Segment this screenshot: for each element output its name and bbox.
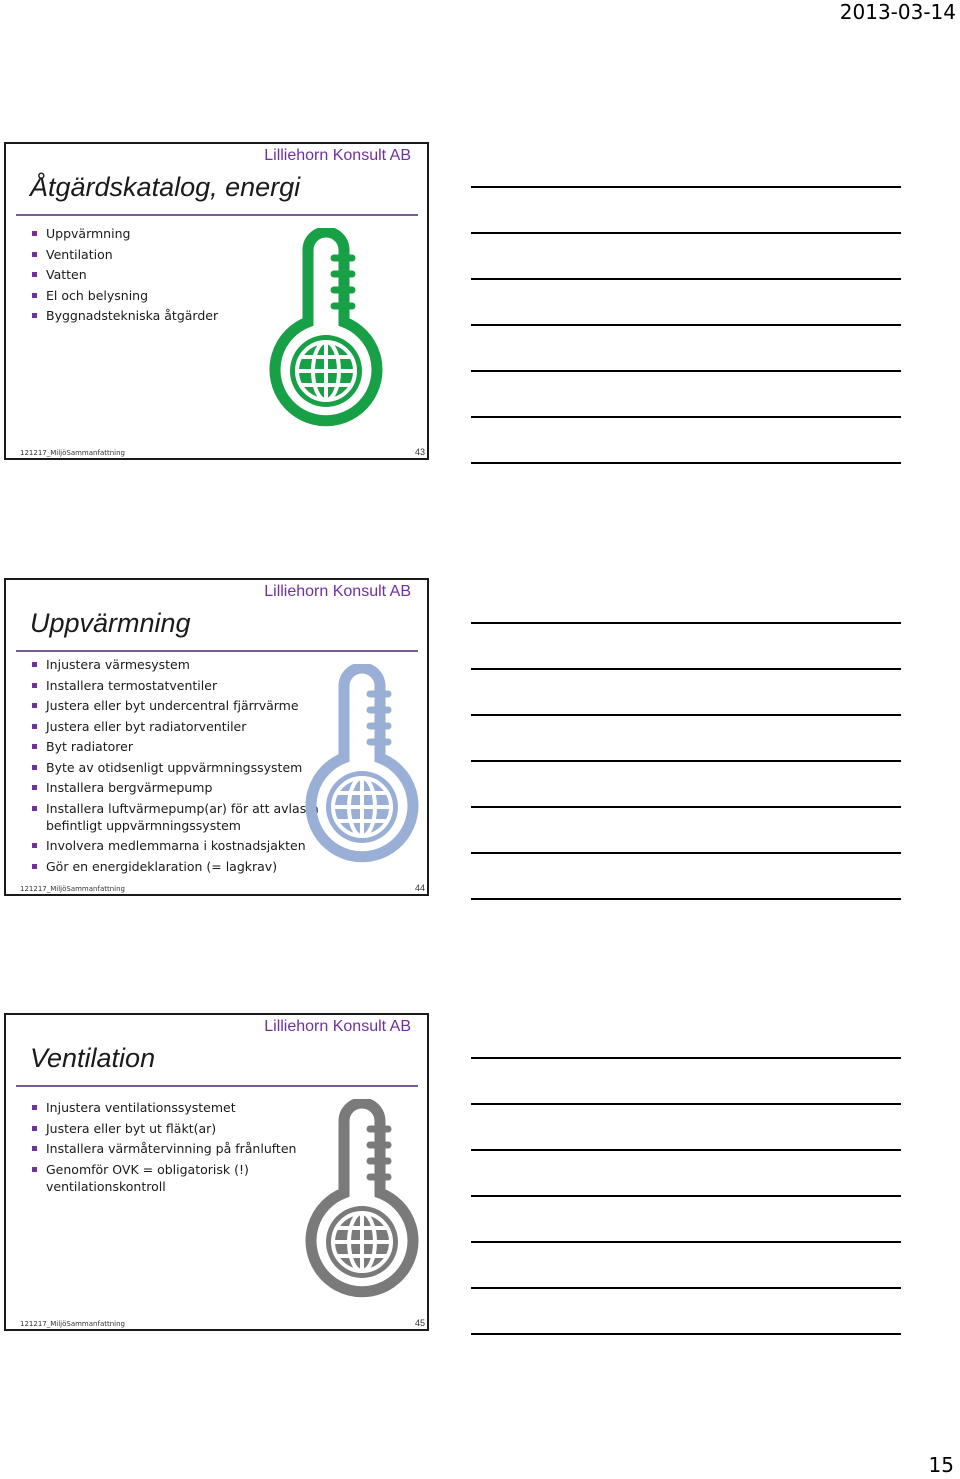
note-line xyxy=(471,624,901,670)
title-divider xyxy=(16,214,418,216)
list-item: Involvera medlemmarna i kostnadsjakten xyxy=(32,837,319,854)
list-item: Injustera ventilationssystemet xyxy=(32,1099,296,1116)
note-line xyxy=(471,670,901,716)
list-item: Gör en energideklaration (= lagkrav) xyxy=(32,858,319,875)
note-line xyxy=(471,234,901,280)
bullet-marker xyxy=(32,703,37,708)
bullet-marker xyxy=(32,231,37,236)
bullet-marker xyxy=(32,662,37,667)
slide-footer: 121217_MiljöSammanfattning xyxy=(20,885,125,893)
list-item: Vatten xyxy=(32,266,218,283)
slide-footer: 121217_MiljöSammanfattning xyxy=(20,1320,125,1328)
list-item: Installera termostatventiler xyxy=(32,677,319,694)
list-item: Installera värmåtervinning på frånluften xyxy=(32,1140,296,1157)
slide-title: Åtgärdskatalog, energi xyxy=(30,172,301,202)
notes-lines xyxy=(471,578,901,900)
list-item: Justera eller byt radiatorventiler xyxy=(32,718,319,735)
notes-lines xyxy=(471,142,901,464)
note-line xyxy=(471,326,901,372)
list-item: Installera bergvärmepump xyxy=(32,779,319,796)
bullet-list xyxy=(32,1099,296,1198)
slide-title: Ventilation xyxy=(30,1043,156,1073)
list-item: Byggnadstekniska åtgärder xyxy=(32,307,218,324)
note-line xyxy=(471,1013,901,1059)
bullet-marker xyxy=(32,724,37,729)
note-line xyxy=(471,1105,901,1151)
bullet-marker xyxy=(32,293,37,298)
thermometer-globe-icon xyxy=(266,228,386,439)
page-date: 2013-03-14 xyxy=(839,0,956,24)
note-line xyxy=(471,1151,901,1197)
slide-footer: 121217_MiljöSammanfattning xyxy=(20,449,125,457)
bullet-marker xyxy=(32,744,37,749)
note-line xyxy=(471,372,901,418)
slide-44 xyxy=(4,578,429,896)
bullet-marker xyxy=(32,1167,37,1172)
note-line xyxy=(471,578,901,624)
bullet-marker xyxy=(32,843,37,848)
bullet-marker xyxy=(32,272,37,277)
note-line xyxy=(471,762,901,808)
thermometer-globe-icon xyxy=(302,664,422,875)
note-line xyxy=(471,280,901,326)
slide-title: Uppvärmning xyxy=(30,608,191,638)
list-item: Justera eller byt undercentral fjärrvärme xyxy=(32,697,319,714)
bullet-list xyxy=(32,225,218,328)
title-divider xyxy=(16,1085,418,1087)
note-line xyxy=(471,1289,901,1335)
company-name: Lilliehorn Konsult AB xyxy=(264,583,411,600)
bullet-marker xyxy=(32,765,37,770)
list-item: Byt radiatorer xyxy=(32,738,319,755)
notes-lines xyxy=(471,1013,901,1335)
bullet-marker xyxy=(32,313,37,318)
bullet-marker xyxy=(32,806,37,811)
bullet-marker xyxy=(32,785,37,790)
note-line xyxy=(471,418,901,464)
bullet-marker xyxy=(32,1146,37,1151)
bullet-marker xyxy=(32,1126,37,1131)
list-item: Justera eller byt ut fläkt(ar) xyxy=(32,1120,296,1137)
list-item: Uppvärmning xyxy=(32,225,218,242)
thermometer-globe-icon xyxy=(302,1099,422,1310)
list-item: El och belysning xyxy=(32,287,218,304)
note-line xyxy=(471,716,901,762)
list-item: Installera luftvärmepump(ar) för att avlasta befintligt uppvärmningssystem xyxy=(32,800,319,834)
note-line xyxy=(471,1243,901,1289)
title-divider xyxy=(16,650,418,652)
slide-number: 44 xyxy=(414,883,425,893)
slide-number: 45 xyxy=(414,1318,425,1328)
bullet-marker xyxy=(32,683,37,688)
list-item: Ventilation xyxy=(32,246,218,263)
note-line xyxy=(471,1197,901,1243)
bullet-list xyxy=(32,656,319,878)
company-name: Lilliehorn Konsult AB xyxy=(264,147,411,164)
list-item: Injustera värmesystem xyxy=(32,656,319,673)
slide-45 xyxy=(4,1013,429,1331)
note-line xyxy=(471,808,901,854)
note-line xyxy=(471,142,901,188)
bullet-marker xyxy=(32,1105,37,1110)
company-name: Lilliehorn Konsult AB xyxy=(264,1018,411,1035)
slide-43 xyxy=(4,142,429,460)
page-number: 15 xyxy=(928,1453,954,1477)
list-item: Byte av otidsenligt uppvärmningssystem xyxy=(32,759,319,776)
bullet-marker xyxy=(32,252,37,257)
slide-number: 43 xyxy=(414,447,425,457)
bullet-marker xyxy=(32,864,37,869)
note-line xyxy=(471,854,901,900)
note-line xyxy=(471,1059,901,1105)
note-line xyxy=(471,188,901,234)
list-item: Genomför OVK = obligatorisk (!) ventilationskontroll xyxy=(32,1161,296,1195)
